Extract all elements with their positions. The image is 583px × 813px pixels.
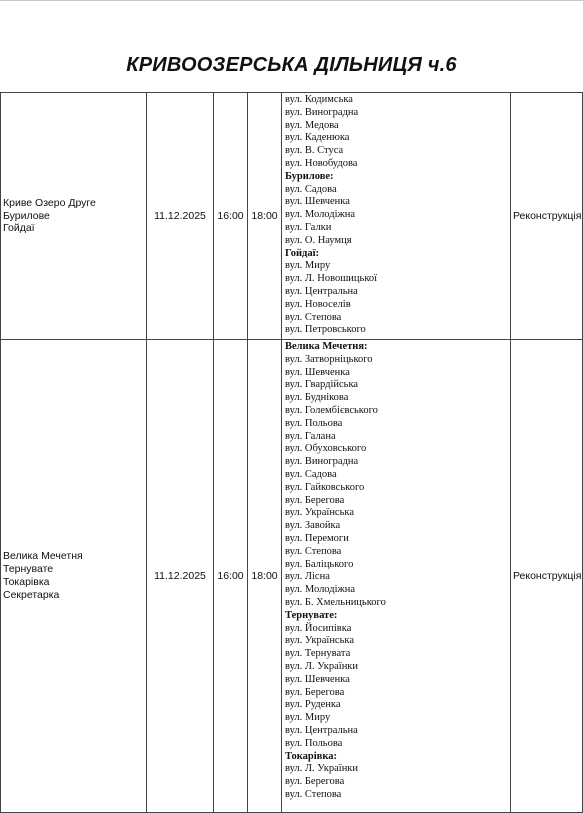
street-item: вул. Молодіжна	[285, 584, 356, 596]
street-item: вул. О. Наумця	[285, 234, 352, 246]
street-item: вул. Перемоги	[285, 532, 349, 544]
street-item: вул. Центральна	[285, 724, 358, 736]
street-item: вул. Руденка	[285, 699, 341, 711]
street-item: вул. Виноградна	[285, 456, 359, 468]
street-item: вул. Садова	[285, 468, 337, 480]
date-cell: 11.12.2025	[147, 340, 214, 813]
street-item: вул. Л. Новошицької	[285, 273, 378, 285]
outage-schedule-table	[0, 92, 583, 813]
street-item: вул. Новоселів	[285, 298, 351, 310]
street-item: вул. Польова	[285, 417, 343, 429]
street-item: вул. Кодимська	[285, 94, 353, 105]
street-item: вул. Каденюка	[285, 132, 350, 144]
street-item: вул. Галана	[285, 430, 336, 442]
street-item: вул. Л. Українки	[285, 763, 359, 775]
settlement-header: Гойдаї:	[285, 247, 320, 259]
settlement-header: Велика Мечетня:	[285, 341, 368, 352]
street-item: вул. Медова	[285, 119, 339, 131]
street-item: вул. Степова	[285, 788, 342, 800]
street-item: вул. Берегова	[285, 686, 345, 698]
street-item: вул. Гвардійська	[285, 379, 359, 391]
streets-cell	[282, 93, 511, 340]
page-title: КРИВООЗЕРСЬКА ДІЛЬНИЦЯ ч.6	[126, 54, 457, 76]
street-item: вул. Шевченка	[285, 673, 350, 685]
settlement-name: Бурилове	[3, 209, 50, 222]
settlement-name: Тернувате	[3, 563, 54, 576]
street-item: вул. Українська	[285, 635, 354, 647]
street-item: вул. Йосипівка	[285, 622, 352, 634]
street-item: вул. Молодіжна	[285, 209, 356, 221]
street-item: вул. Виноградна	[285, 106, 359, 118]
end-time-cell: 18:00	[248, 340, 282, 813]
street-item: вул. Центральна	[285, 285, 358, 297]
street-item: вул. Обуховського	[285, 443, 367, 455]
street-item: вул. Завойка	[285, 520, 341, 532]
settlement-name: Секретарка	[3, 588, 60, 601]
street-item: вул. Степова	[285, 545, 342, 557]
street-item: вул. Шевченка	[285, 196, 350, 208]
date-cell: 11.12.2025	[147, 93, 214, 340]
settlement-name: Велика Мечетня	[3, 550, 83, 563]
start-time-cell: 16:00	[214, 340, 248, 813]
street-item: вул. Садова	[285, 183, 337, 195]
street-item: вул. Л. Українки	[285, 660, 359, 672]
work-type-cell: Реконструкція	[511, 340, 583, 813]
street-item: вул. Гайковського	[285, 481, 365, 493]
street-item: вул. Степова	[285, 311, 342, 323]
work-type-cell: Реконструкція	[511, 93, 583, 340]
street-item: вул. Голембієвського	[285, 404, 378, 416]
settlement-name: Токарівка	[3, 576, 50, 588]
settlement-header: Тернувате:	[285, 609, 338, 621]
street-item: вул. Новобудова	[285, 157, 358, 169]
settlement-header: Токарівка:	[285, 750, 337, 762]
settlements-cell	[1, 340, 147, 813]
streets-cell	[282, 340, 511, 813]
street-item: вул. Петровського	[285, 324, 366, 336]
street-item: вул. Миру	[285, 712, 331, 724]
settlements-cell	[1, 93, 147, 340]
street-item: вул. Польова	[285, 737, 343, 749]
start-time-cell: 16:00	[214, 93, 248, 340]
table-row	[1, 93, 583, 340]
settlement-header: Бурилове:	[285, 170, 334, 182]
street-item: вул. Буднікова	[285, 392, 349, 404]
street-item: вул. Шевченка	[285, 366, 350, 378]
street-item: вул. Затворніцького	[285, 353, 373, 365]
street-item: вул. Баліцького	[285, 558, 354, 570]
street-item: вул. Галки	[285, 221, 332, 233]
top-divider	[0, 0, 583, 1]
settlement-name: Криве Озеро Друге	[3, 196, 96, 209]
street-item: вул. Українська	[285, 507, 354, 519]
end-time-cell: 18:00	[248, 93, 282, 340]
table-row	[1, 340, 583, 813]
street-item: вул. Тернувата	[285, 648, 351, 660]
street-item: вул. Миру	[285, 260, 331, 272]
settlement-name: Гойдаї	[3, 222, 35, 235]
street-item: вул. Б. Хмельницького	[285, 596, 386, 608]
street-item: вул. Лісна	[285, 571, 330, 583]
street-item: вул. Берегова	[285, 494, 345, 506]
street-item: вул. Берегова	[285, 776, 345, 788]
street-item: вул. В. Стуса	[285, 145, 344, 157]
